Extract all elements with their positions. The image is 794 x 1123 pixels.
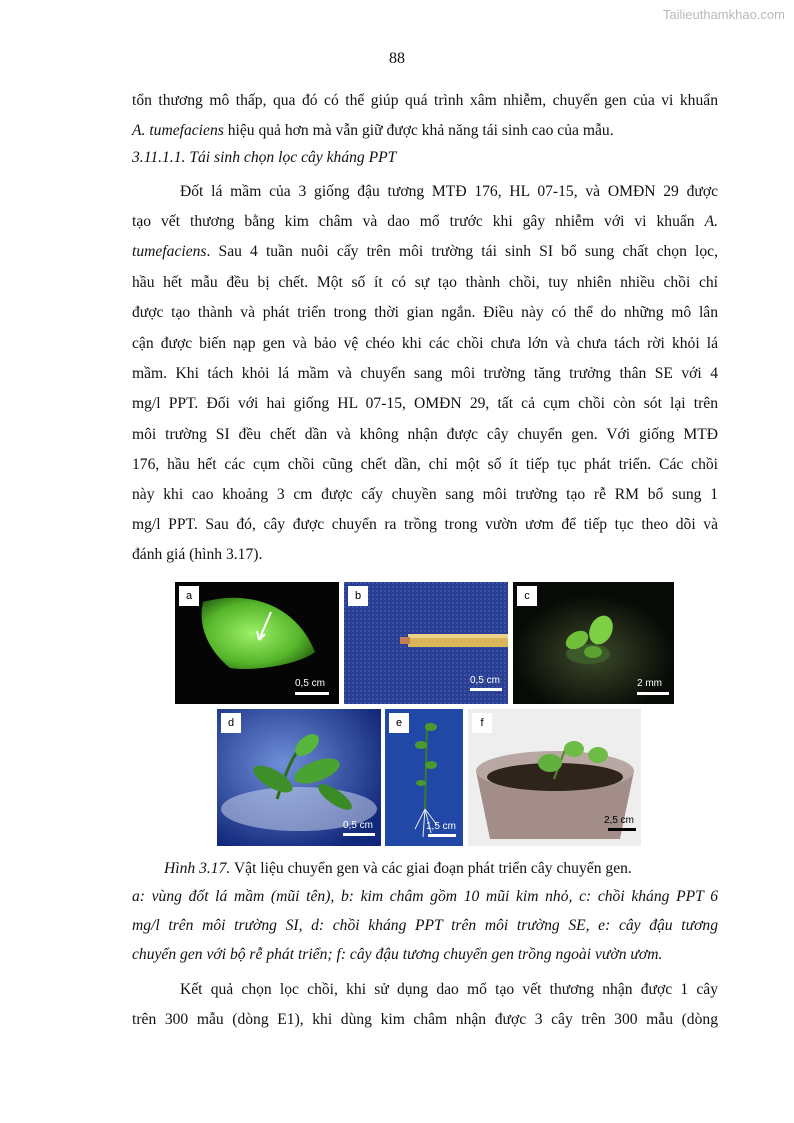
figure-caption-title bbox=[164, 860, 750, 878]
paragraph-2-line-2 bbox=[132, 207, 718, 238]
panel-label-d: d bbox=[221, 713, 241, 733]
figure-caption-text: Vật liệu chuyển gen và các giai đoạn phát triển cây chuyển gen. bbox=[230, 860, 632, 877]
page-number: 88 bbox=[389, 50, 405, 67]
panel-label-a: a bbox=[179, 586, 199, 606]
paragraph-2-line-9: môi trường SI đều chết dần và không nhận được cây chuyển gen. Với giống MTĐ bbox=[132, 426, 718, 443]
figure-caption-line-3: mg/l trên môi trường SI, d: chồi kháng PPT trên môi trường SE, e: cây đậu tương bbox=[132, 917, 718, 934]
paragraph-2-line-3 bbox=[132, 237, 718, 268]
scale-text-c: 2 mm bbox=[637, 678, 662, 689]
paragraph-1-line-2-rest: hiệu quả hơn mà vẫn giữ được khả năng tái sinh cao của mẫu. bbox=[223, 122, 614, 139]
figure-caption-line-4: chuyển gen với bộ rễ phát triển; f: cây đậu tương chuyển gen trồng ngoài vườn ươm. bbox=[132, 946, 663, 963]
scale-text-a: 0,5 cm bbox=[295, 678, 326, 689]
species-epithet: tumefaciens bbox=[132, 243, 207, 260]
figure-panel-d bbox=[217, 709, 381, 846]
scale-bar-d bbox=[343, 833, 375, 836]
paragraph-2-line-11: này khi cao khoảng 3 cm được cấy chuyền sang môi trường tạo rễ RM bổ sung 1 bbox=[132, 486, 718, 503]
figure-panel-c bbox=[513, 582, 674, 704]
paragraph-2-line-7: mầm. Khi tách khỏi lá mầm và chuyển sang môi trường tăng trưởng thân SE với 4 bbox=[132, 365, 718, 382]
paragraph-2-line-10: 176, hầu hết các cụm chồi cũng chết dần, chỉ một số ít tiếp tục phát triển. Các chồi bbox=[132, 456, 718, 473]
paragraph-2-line-2-text: tạo vết thương bằng kim châm và dao mổ trước khi gây nhiễm với vi khuẩn bbox=[132, 213, 695, 230]
scale-text-e: 1,5 cm bbox=[426, 821, 457, 832]
panel-label-e: e bbox=[389, 713, 409, 733]
scale-text-b: 0,5 cm bbox=[470, 675, 501, 686]
panel-label-c: c bbox=[517, 586, 537, 606]
scale-bar-e bbox=[428, 834, 456, 837]
paragraph-2-line-6: cận được biến nạp gen và bảo vệ chéo khi các chồi chưa lớn và chưa tách rời khỏi lá bbox=[132, 335, 718, 352]
watermark: Tailieuthamkhao.com bbox=[662, 7, 785, 22]
section-heading: 3.11.1.1. Tái sinh chọn lọc cây kháng PPT bbox=[132, 149, 397, 166]
paragraph-1-line-1: tổn thương mô thấp, qua đó có thể giúp quá trình xâm nhiễm, chuyển gen của vi khuẩn bbox=[132, 92, 718, 109]
paragraph-2-line-3-text: . Sau 4 tuần nuôi cấy trên môi trường tái sinh SI bổ sung chất chọn lọc, bbox=[206, 243, 718, 260]
paragraph-3-line-1: Kết quả chọn lọc chồi, khi sử dụng dao mổ tạo vết thương nhận được 1 cây bbox=[180, 981, 718, 998]
figure-panel-a bbox=[175, 582, 339, 704]
scale-text-d: 0,5 cm bbox=[343, 820, 374, 831]
scale-bar-f bbox=[608, 828, 636, 831]
paragraph-2-line-12: mg/l PPT. Sau đó, cây được chuyển ra trồng trong vườn ươm để tiếp tục theo dõi và bbox=[132, 516, 718, 533]
scale-bar-a bbox=[295, 692, 329, 695]
paragraph-1-line-2 bbox=[132, 116, 718, 147]
figure-panel-b bbox=[344, 582, 508, 704]
species-name: A. tumefaciens bbox=[132, 122, 224, 139]
scale-bar-c bbox=[637, 692, 669, 695]
paragraph-2-line-4: hầu hết mẫu đều bị chết. Một số ít có sự tạo thành chồi, tuy nhiên nhiều chồi chỉ bbox=[132, 274, 718, 291]
figure-caption-label: Hình 3.17. bbox=[164, 860, 231, 877]
panel-label-b: b bbox=[348, 586, 368, 606]
species-genus: A. bbox=[704, 213, 718, 230]
scale-text-f: 2,5 cm bbox=[604, 815, 635, 826]
paragraph-2-line-1: Đốt lá mầm của 3 giống đậu tương MTĐ 176, HL 07-15, và OMĐN 29 được bbox=[180, 183, 718, 200]
paragraph-2-line-8: mg/l PPT. Đối với hai giống HL 07-15, OMĐN 29, tất cả cụm chồi còn sót lại trên bbox=[132, 395, 718, 412]
scale-bar-b bbox=[470, 688, 502, 691]
paragraph-2-line-5: được tạo thành và phát triển trong thời gian ngắn. Điều này có thể do những mô lân bbox=[132, 304, 718, 321]
paragraph-3-line-2: trên 300 mẫu (dòng E1), khi dùng kim châm nhận được 3 cây trên 300 mẫu (dòng bbox=[132, 1011, 718, 1028]
figure-panel-e bbox=[385, 709, 463, 846]
paragraph-2-line-13: đánh giá (hình 3.17). bbox=[132, 546, 263, 563]
panel-label-f: f bbox=[472, 713, 492, 733]
figure-caption-line-2: a: vùng đốt lá mầm (mũi tên), b: kim châm gồm 10 mũi kim nhỏ, c: chồi kháng PPT 6 bbox=[132, 888, 718, 905]
figure-panel-f bbox=[468, 709, 641, 846]
